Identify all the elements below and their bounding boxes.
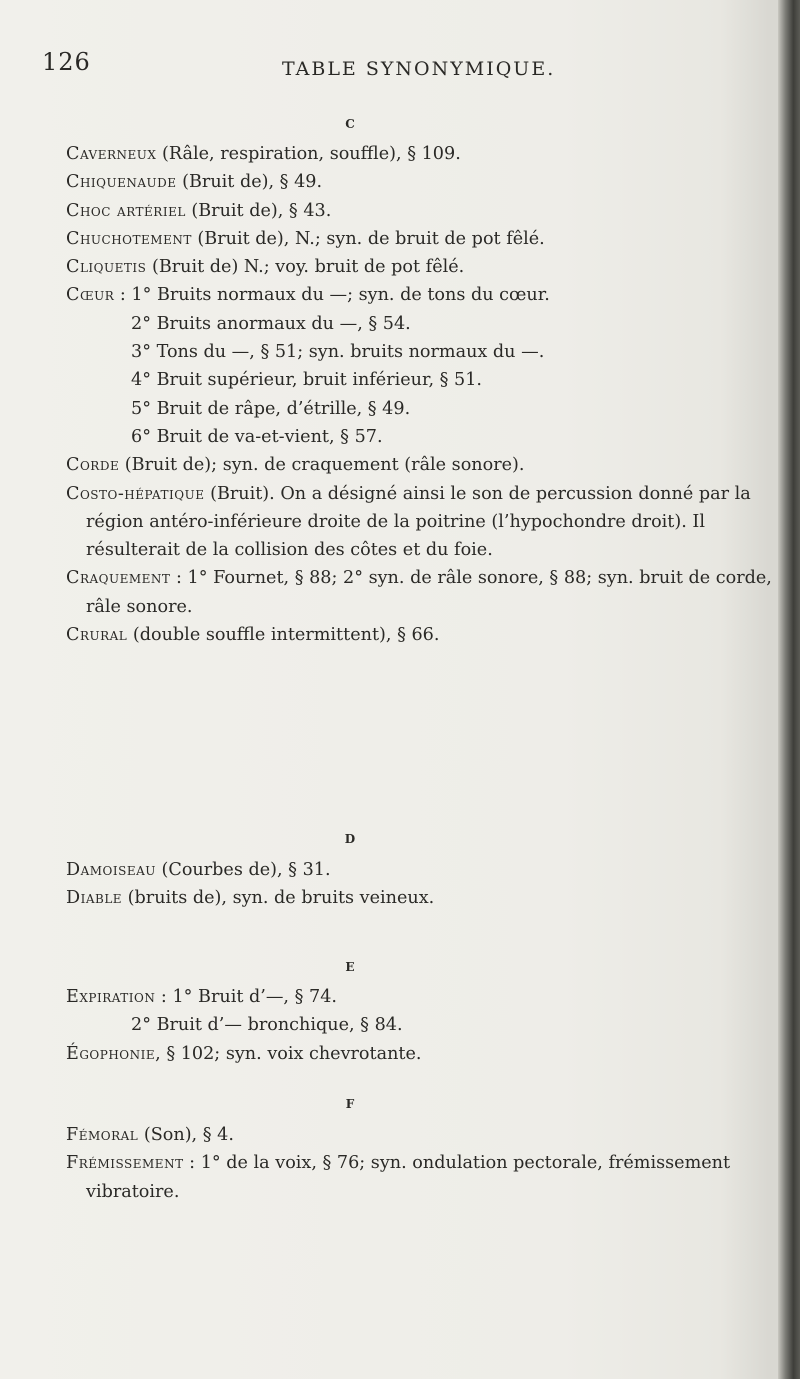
headword: Chuchotement: [66, 228, 192, 249]
entry-text: (Bruit de), § 43.: [185, 200, 332, 221]
section-f-entries: [66, 1121, 776, 1206]
binding-edge: [778, 0, 800, 1379]
subentry: [131, 395, 776, 423]
page-header: [42, 48, 762, 88]
entry-text: (Bruit de), § 49.: [176, 172, 323, 193]
entry-cliquetis: [66, 253, 776, 281]
headword: Choc artériel: [66, 200, 186, 221]
section-d-entries: [66, 856, 776, 913]
section-letter-f: F: [345, 1097, 355, 1111]
entry-chiquenaude: [66, 168, 776, 196]
entry-costo-hepatique: [66, 480, 776, 565]
headword: Caverneux: [66, 144, 157, 164]
entry-text: (Bruit de); syn. de craquement (râle sonore).: [119, 455, 525, 476]
entry-text: (bruits de), syn. de bruits veineux.: [122, 888, 435, 909]
subentry: [131, 310, 776, 338]
entry-text: , § 102; syn. voix chevrotante.: [155, 1043, 422, 1064]
headword: Costo-hépatique: [66, 483, 205, 504]
entry-text: 4° Bruit supérieur, bruit inférieur, § 51.: [131, 370, 483, 391]
headword: Expiration: [66, 987, 156, 1007]
headword: Fémoral: [66, 1125, 139, 1145]
entry-text: 5° Bruit de râpe, d’étrille, § 49.: [131, 398, 411, 419]
entry-femoral: [66, 1121, 776, 1149]
section-c-entries: [66, 140, 776, 649]
entry-chuchotement: [66, 225, 776, 253]
entry-damoiseau: [66, 856, 776, 884]
entry-corde: [66, 451, 776, 479]
section-e-entries: [66, 983, 776, 1068]
entry-craquement: [66, 564, 776, 621]
entry-crural: [66, 621, 776, 649]
entry-coeur: [66, 281, 776, 309]
headword: Corde: [66, 455, 120, 476]
headword: Damoiseau: [66, 860, 156, 880]
entry-text: (Son), § 4.: [138, 1125, 234, 1145]
entry-text: (Bruit de) N.; voy. bruit de pot fêlé.: [146, 257, 465, 278]
entry-text: (Râle, respiration, souffle), § 109.: [156, 144, 461, 164]
entry-expiration: [66, 983, 776, 1011]
entry-fremissement: [66, 1149, 776, 1206]
entry-text: (Bruit de), N.; syn. de bruit de pot fêlé.: [191, 228, 545, 249]
section-letter-e: E: [345, 960, 355, 974]
headword: Crural: [66, 625, 128, 646]
headword: Égophonie: [66, 1043, 156, 1064]
entry-text: 2° Bruit d’— bronchique, § 84.: [131, 1015, 403, 1036]
entry-egophonie: [66, 1040, 776, 1068]
entry-caverneux: [66, 140, 776, 168]
page-number: 126: [42, 48, 91, 76]
subentry: [131, 1011, 776, 1039]
headword: Cliquetis: [66, 257, 147, 278]
entry-text: : 1° Bruits normaux du —; syn. de tons du cœur.: [114, 285, 550, 306]
entry-text: : 1° Bruit d’—, § 74.: [155, 987, 337, 1007]
headword: Diable: [66, 888, 123, 909]
entry-text: (double souffle intermittent), § 66.: [127, 625, 440, 646]
section-letter-d: D: [344, 832, 356, 846]
running-title: TABLE SYNONYMIQUE.: [282, 58, 556, 80]
entry-text: : 1° Fournet, § 88; 2° syn. de râle sonore, § 88; syn. bruit de corde, râle sonore.: [86, 568, 772, 617]
headword: Cœur: [66, 285, 115, 306]
headword: Craquement: [66, 568, 171, 589]
entry-text: (Courbes de), § 31.: [155, 860, 331, 880]
entry-text: 2° Bruits anormaux du —, § 54.: [131, 313, 411, 334]
section-letter-c: C: [345, 117, 355, 131]
subentry: [131, 366, 776, 394]
entry-text: : 1° de la voix, § 76; syn. ondulation pectorale, frémissement vibratoire.: [86, 1153, 731, 1202]
subentry: [131, 423, 776, 451]
entry-text: 3° Tons du —, § 51; syn. bruits normaux du —.: [131, 342, 545, 363]
entry-text: (Bruit). On a désigné ainsi le son de percussion donné par la région antéro-inférieure droite de la poitrine (l’hypochondre droit). Il résulterait de la collision des côtes et du foie.: [86, 483, 751, 561]
entry-choc-arteriel: [66, 197, 776, 225]
headword: Chiquenaude: [66, 172, 177, 193]
subentry: [131, 338, 776, 366]
headword: Frémissement: [66, 1153, 184, 1174]
entry-diable: [66, 884, 776, 912]
entry-text: 6° Bruit de va-et-vient, § 57.: [131, 426, 383, 447]
